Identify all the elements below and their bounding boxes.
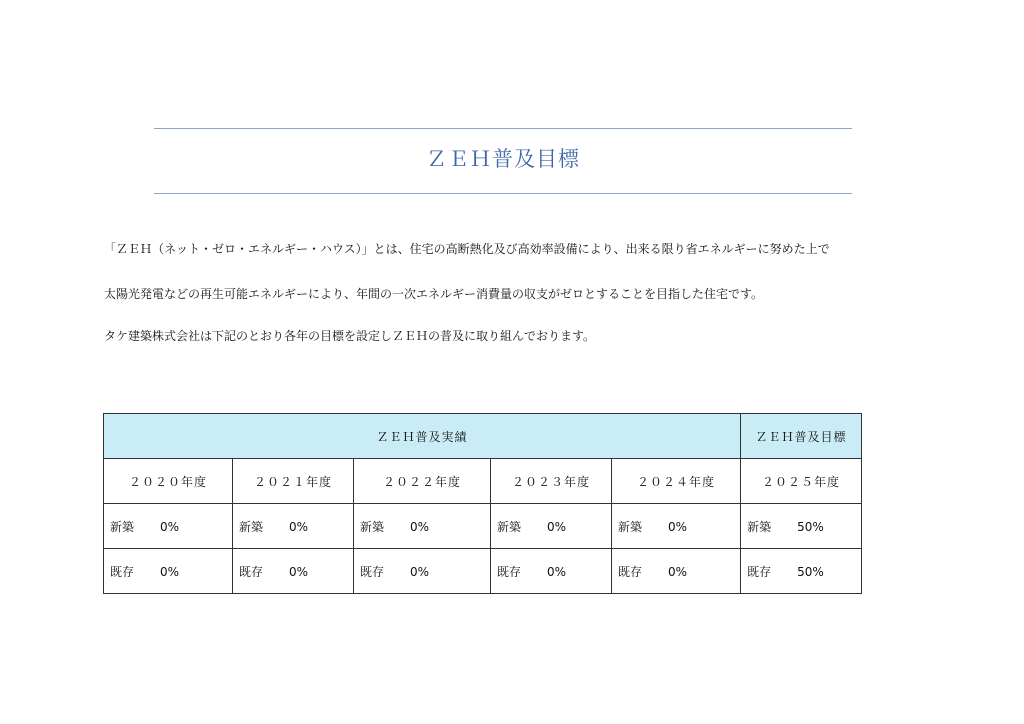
existing-value: 0% (289, 564, 309, 579)
existing-cell (741, 549, 862, 594)
new-build-value: 0% (547, 519, 567, 534)
new-build-value: 0% (160, 519, 180, 534)
new-build-value: 0% (410, 519, 430, 534)
existing-label: 既存 (110, 564, 135, 579)
new-build-row (104, 504, 862, 549)
new-build-value: 50% (797, 519, 824, 534)
new-build-label: 新築 (497, 519, 522, 534)
year-cell: ２０２３年度 (491, 459, 612, 504)
year-cell: ２０２０年度 (104, 459, 233, 504)
intro-paragraph-3: タケ建築株式会社は下記のとおり各年の目標を設定しＺＥＨの普及に取り組んでおります。 (104, 329, 596, 343)
existing-cell (491, 549, 612, 594)
table-header-row (104, 414, 862, 459)
new-build-value: 0% (289, 519, 309, 534)
title-bottom-rule (154, 193, 852, 194)
zeh-target-table (103, 413, 862, 594)
new-build-label: 新築 (747, 519, 772, 534)
new-build-cell (612, 504, 741, 549)
page-title: ＺＥＨ普及目標 (426, 147, 580, 171)
existing-value: 0% (410, 564, 430, 579)
new-build-cell (233, 504, 354, 549)
existing-value: 0% (668, 564, 688, 579)
existing-value: 50% (797, 564, 824, 579)
new-build-cell (741, 504, 862, 549)
title-top-rule (154, 128, 852, 129)
new-build-cell (104, 504, 233, 549)
new-build-label: 新築 (110, 519, 135, 534)
year-cell: ２０２５年度 (741, 459, 862, 504)
intro-paragraph-1: 「ＺＥＨ（ネット・ゼロ・エネルギー・ハウス）」とは、住宅の高断熱化及び高効率設備により、出来る限り省エネルギーに努めた上で (104, 242, 830, 256)
new-build-label: 新築 (360, 519, 385, 534)
new-build-label: 新築 (239, 519, 264, 534)
existing-value: 0% (547, 564, 567, 579)
intro-paragraph-2: 太陽光発電などの再生可能エネルギーにより、年間の一次エネルギー消費量の収支がゼロとすることを目指した住宅です。 (104, 287, 764, 301)
year-row (104, 459, 862, 504)
new-build-label: 新築 (618, 519, 643, 534)
existing-cell (233, 549, 354, 594)
existing-label: 既存 (747, 564, 772, 579)
existing-cell (104, 549, 233, 594)
existing-label: 既存 (360, 564, 385, 579)
header-target: ＺＥＨ普及目標 (741, 414, 862, 459)
header-results: ＺＥＨ普及実績 (104, 414, 741, 459)
existing-value: 0% (160, 564, 180, 579)
new-build-cell (491, 504, 612, 549)
existing-label: 既存 (239, 564, 264, 579)
year-cell: ２０２１年度 (233, 459, 354, 504)
existing-row (104, 549, 862, 594)
year-cell: ２０２２年度 (354, 459, 491, 504)
new-build-value: 0% (668, 519, 688, 534)
new-build-cell (354, 504, 491, 549)
year-cell: ２０２４年度 (612, 459, 741, 504)
existing-cell (612, 549, 741, 594)
existing-cell (354, 549, 491, 594)
existing-label: 既存 (497, 564, 522, 579)
existing-label: 既存 (618, 564, 643, 579)
